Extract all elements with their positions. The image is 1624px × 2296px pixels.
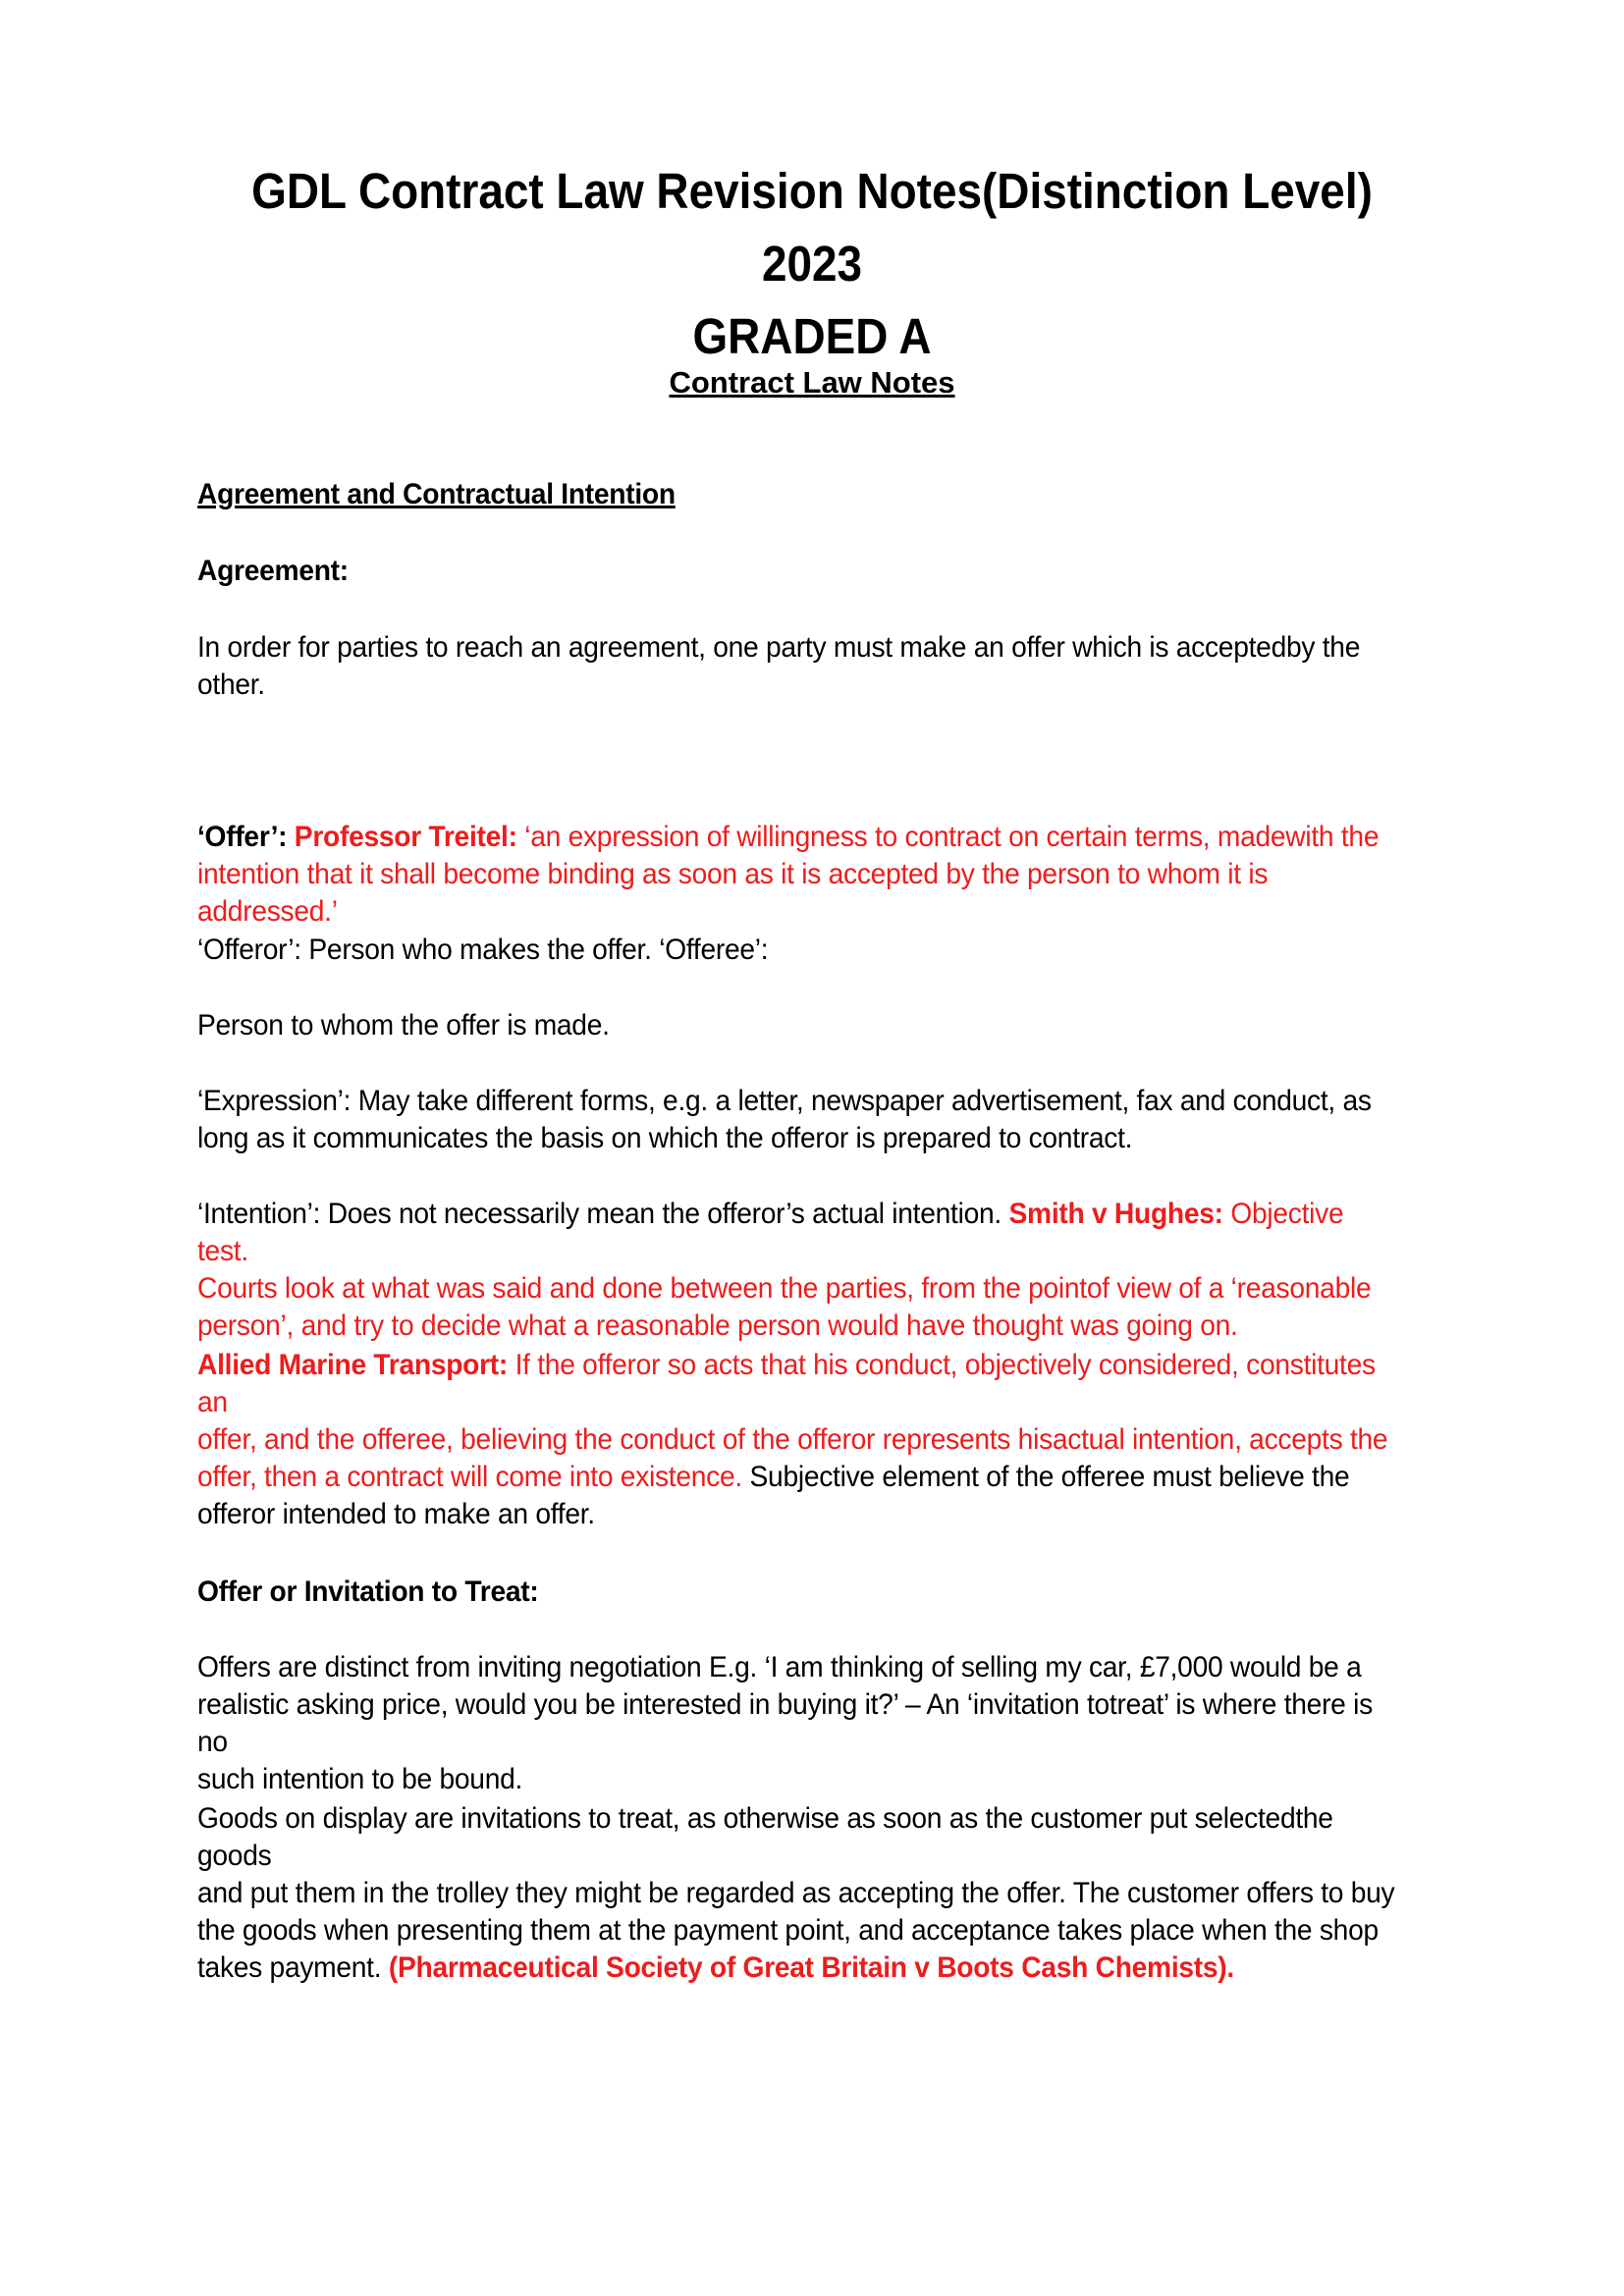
offer-source: Professor Treitel: xyxy=(294,821,517,853)
smith-text-line-3: person’, and try to decide what a reasonable person would have thought was going on. xyxy=(197,1309,1238,1342)
title-line-2: GRADED A xyxy=(692,308,932,364)
agreement-text-line-1: In order for parties to reach an agreement, one party must make an offer which is acceptedby the xyxy=(197,631,1361,664)
agreement-paragraph xyxy=(197,629,1397,704)
intention-text: ‘Intention’: Does not necessarily mean the offeror’s actual intention. xyxy=(197,1198,1001,1230)
offeror-paragraph: ‘Offeror’: Person who makes the offer. ‘Offeree’: xyxy=(197,934,769,966)
expression-line-1: ‘Expression’: May take different forms, e.g. a letter, newspaper advertisement, fax and conduct, as xyxy=(197,1085,1372,1117)
section-heading: Agreement and Contractual Intention xyxy=(197,478,676,510)
offer-label: ‘Offer’: xyxy=(197,821,288,853)
goods-paragraph xyxy=(197,1800,1397,1987)
offer-definition-paragraph xyxy=(197,819,1397,931)
agreement-text-line-2: other. xyxy=(197,668,265,701)
subtitle: Contract Law Notes xyxy=(669,365,955,400)
invitation-line-3: such intention to be bound. xyxy=(197,1763,523,1795)
invitation-line-1: Offers are distinct from inviting negotiation E.g. ‘I am thinking of selling my car, £7,000 would be a xyxy=(197,1651,1362,1683)
allied-case-name: Allied Marine Transport: xyxy=(197,1349,509,1381)
invitation-heading: Offer or Invitation to Treat: xyxy=(197,1575,539,1608)
goods-line-4: takes payment. xyxy=(197,1951,382,1984)
allied-paragraph xyxy=(197,1347,1397,1533)
expression-paragraph xyxy=(197,1083,1397,1157)
intention-paragraph xyxy=(197,1196,1397,1345)
offer-quote-line-2: intention that it shall become binding as soon as it is accepted by the person to whom it is addressed.’ xyxy=(197,858,1269,928)
goods-line-3: the goods when presenting them at the payment point, and acceptance takes place when the shop xyxy=(197,1914,1379,1947)
allied-subjective: Subjective element of the offeree must believe the xyxy=(749,1461,1350,1493)
offeree-paragraph: Person to whom the offer is made. xyxy=(197,1009,610,1041)
goods-line-2: and put them in the trolley they might be regarded as accepting the offer. The customer offers to buy xyxy=(197,1877,1395,1909)
title-line-1: GDL Contract Law Revision Notes(Distinction Level) 2023 xyxy=(251,163,1373,292)
allied-text-line-1: If the offeror so acts that his conduct, objectively considered, constitutes an xyxy=(197,1349,1376,1418)
allied-subjective-line-2: offeror intended to make an offer. xyxy=(197,1498,595,1530)
boots-case-name: (Pharmaceutical Society of Great Britain v Boots Cash Chemists). xyxy=(388,1951,1234,1984)
agreement-heading: Agreement: xyxy=(197,555,349,587)
invitation-line-2: realistic asking price, would you be interested in buying it?’ – An ‘invitation totreat’ is where there is no xyxy=(197,1688,1373,1758)
allied-text-line-2: offer, and the offeree, believing the conduct of the offeror represents hisactual intention, accepts the xyxy=(197,1423,1388,1456)
allied-text-line-3: offer, then a contract will come into existence. xyxy=(197,1461,742,1493)
goods-line-1: Goods on display are invitations to treat, as otherwise as soon as the customer put selectedthe goods xyxy=(197,1802,1333,1872)
smith-text-line-2: Courts look at what was said and done between the parties, from the pointof view of a ‘reasonable xyxy=(197,1272,1372,1305)
invitation-paragraph xyxy=(197,1649,1397,1798)
smith-text-line-1: Objective test. xyxy=(197,1198,1344,1267)
smith-case-name: Smith v Hughes: xyxy=(1008,1198,1223,1230)
offer-quote-line-1: ‘an expression of willingness to contract on certain terms, madewith the xyxy=(524,821,1380,853)
document-title xyxy=(214,155,1411,373)
expression-line-2: long as it communicates the basis on which the offeror is prepared to contract. xyxy=(197,1122,1133,1154)
